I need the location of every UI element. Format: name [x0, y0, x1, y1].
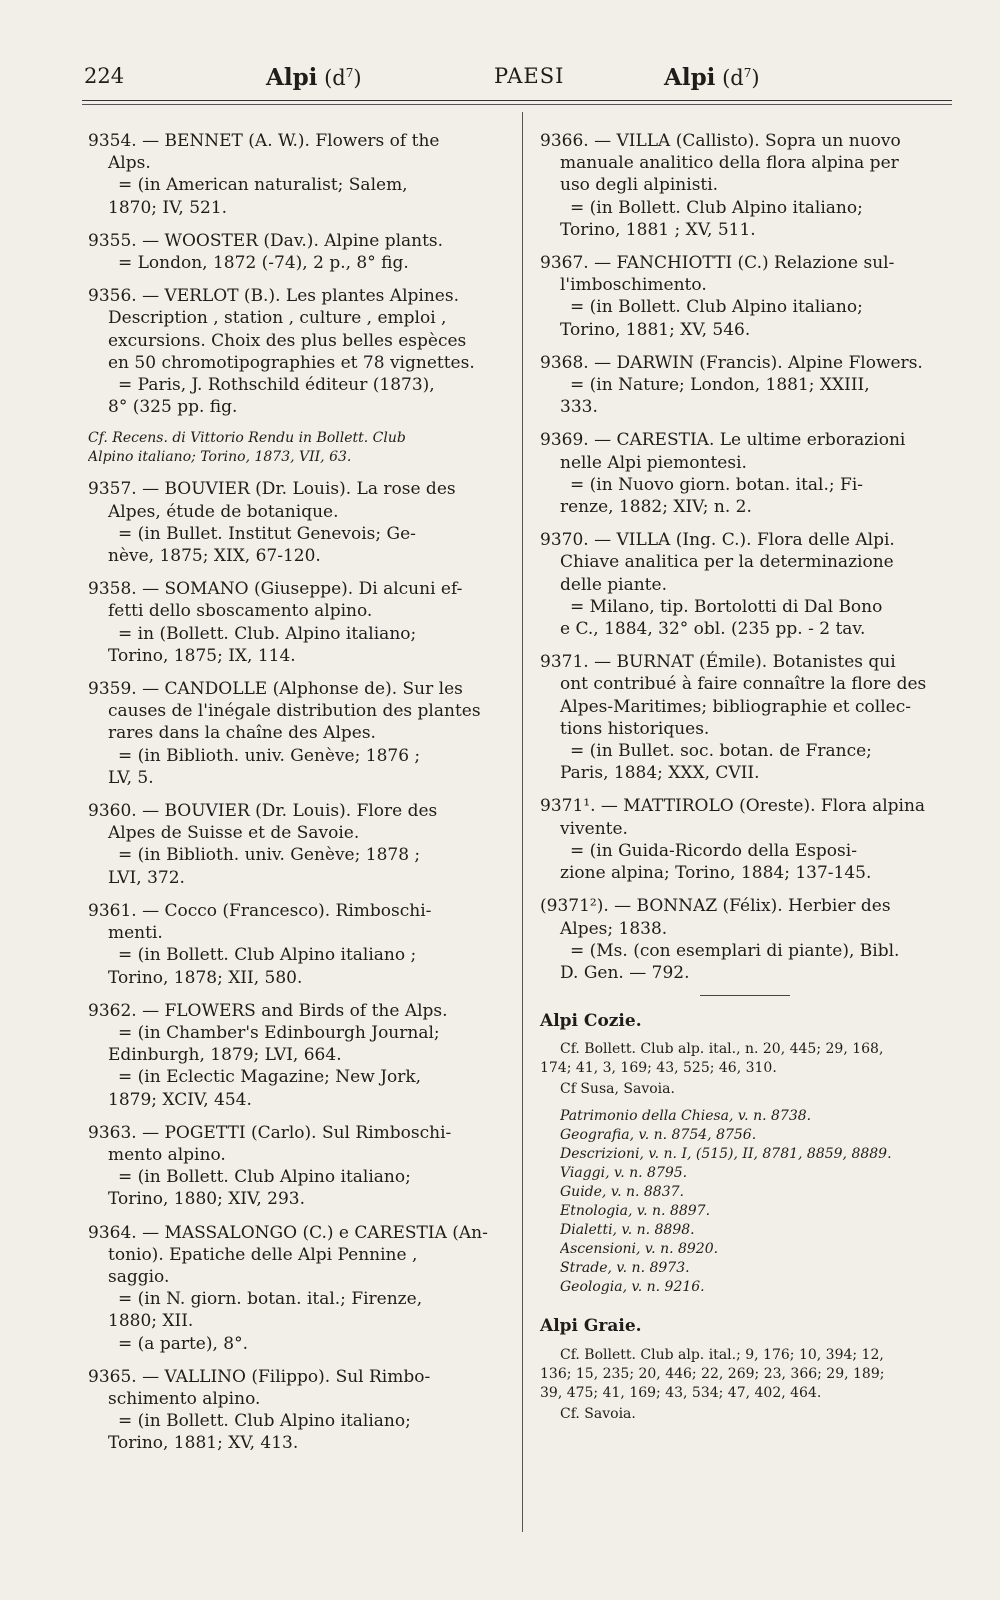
bibliography-entry [88, 1222, 508, 1355]
entry-line: renze, 1882; XIV; n. 2. [560, 497, 752, 518]
entry-line: uso degli alpinisti. [560, 175, 719, 196]
entry-line: menti. [108, 923, 163, 944]
entry-line: 9354. — BENNET (A. W.). Flowers of the [88, 131, 440, 151]
entry-line: Torino, 1878; XII, 580. [108, 967, 303, 988]
entry-line: 9369. — CARESTIA. Le ultime erborazioni [540, 430, 906, 451]
bibliography-entry [540, 429, 958, 518]
bibliography-entry [540, 651, 958, 784]
entry-line: = (in Bullet. soc. botan. de France; [570, 741, 872, 762]
entry-line: = (Ms. (con esemplari di piante), Bibl. [570, 940, 900, 961]
reference-line: Patrimonio della Chiesa, v. n. 8738. [560, 1108, 812, 1125]
entry-line: 9364. — MASSALONGO (C.) e CARESTIA (An- [88, 1222, 488, 1243]
reference-line: Cf. Bollett. Club alp. ital., n. 20, 445; 29, 168, [560, 1041, 884, 1058]
entry-line: schimento alpino. [108, 1388, 261, 1409]
entry-line: tonio). Epatiche delle Alpi Pennine , [108, 1244, 418, 1265]
entry-line: = (in Eclectic Magazine; New Jork, [118, 1067, 422, 1088]
entry-line: = (in Bollett. Club Alpino italiano; [570, 197, 863, 218]
entry-line: Alpes-Maritimes; bibliographie et collec- [560, 696, 911, 717]
reference-line: Etnologia, v. n. 8897. [560, 1203, 711, 1220]
entry-line: = (in Nuovo giorn. botan. ital.; Fi- [570, 474, 864, 495]
entry-line: tions historiques. [560, 718, 710, 739]
entry-line: rares dans la chaîne des Alpes. [108, 723, 376, 744]
entry-line: Alps. [108, 153, 151, 174]
entry-line: = Milano, tip. Bortolotti di Dal Bono [570, 596, 883, 617]
reference-line: 136; 15, 235; 20, 446; 22, 269; 23, 366; 29, 189; [540, 1365, 885, 1382]
entry-line: = (in Biblioth. univ. Genève; 1878 ; [118, 845, 421, 866]
entry-line: = (in Bollett. Club Alpino italiano ; [118, 945, 417, 966]
entry-line: Alpes de Suisse et de Savoie. [108, 823, 360, 844]
entry-line: 333. [560, 397, 598, 418]
entry-line: nève, 1875; XIX, 67-120. [108, 546, 321, 567]
graie-references [540, 1346, 958, 1403]
entry-line: saggio. [108, 1266, 170, 1287]
reference-line: Strade, v. n. 8973. [560, 1260, 690, 1277]
entry-line: 9367. — FANCHIOTTI (C.) Relazione sul- [540, 253, 895, 274]
reference-note [88, 429, 508, 467]
bibliography-entry [540, 352, 958, 419]
cozie-see-also: Cf Susa, Savoia. [560, 1081, 675, 1098]
bibliography-entry [88, 130, 508, 219]
header-rule [82, 100, 952, 101]
entry-line: 1880; XII. [108, 1311, 194, 1332]
section-alpi-graie [540, 1315, 958, 1423]
cozie-index-list [540, 1107, 958, 1297]
entry-line: 1870; IV, 521. [108, 197, 228, 218]
reference-line: Ascensioni, v. n. 8920. [560, 1241, 719, 1258]
bibliography-entry [88, 900, 508, 989]
bibliography-entry [88, 678, 508, 789]
header-right-title: Alpi $(d^7)$ [664, 64, 760, 91]
entry-line: = (in American naturalist; Salem, [118, 175, 408, 196]
entry-line: Alpes, étude de botanique. [108, 501, 339, 522]
entry-line: Torino, 1881 ; XV, 511. [560, 219, 756, 240]
entry-line: = (in Bollett. Club Alpino italiano; [118, 1167, 411, 1188]
section-rule [700, 995, 790, 996]
entry-line: excursions. Choix des plus belles espèces [108, 330, 467, 351]
entry-line: = (in Guida-Ricordo della Esposi- [570, 840, 857, 861]
bibliography-entry [540, 130, 958, 241]
reference-line: Viaggi, v. n. 8795. [560, 1165, 688, 1182]
entry-line: LV, 5. [108, 767, 154, 788]
bibliography-entry [88, 578, 508, 667]
entry-line: = in (Bollett. Club. Alpino italiano; [118, 623, 417, 644]
bibliography-entry [540, 529, 958, 640]
header-center-title: PAESI [494, 64, 565, 88]
entry-line: 9355. — WOOSTER (Dav.). Alpine plants. [88, 230, 444, 251]
bibliography-entry [88, 478, 508, 567]
header-left-title: Alpi $(d^7)$ [266, 64, 362, 91]
entry-line: Torino, 1881; XV, 546. [560, 319, 751, 340]
running-header [80, 56, 956, 96]
entry-line: 9365. — VALLINO (Filippo). Sul Rimbo- [88, 1366, 431, 1387]
reference-line: Descrizioni, v. n. I, (515), II, 8781, 8859, 8889. [560, 1146, 892, 1163]
entry-line: fetti dello sboscamento alpino. [108, 601, 373, 622]
entry-line: Paris, 1884; XXX, CVII. [560, 763, 760, 784]
entry-line: manuale analitico della flora alpina per [560, 153, 899, 174]
entry-line: 9358. — SOMANO (Giuseppe). Di alcuni ef- [88, 579, 463, 600]
entry-line: Torino, 1875; IX, 114. [108, 645, 296, 666]
bibliography-entry [540, 252, 958, 341]
header-rule-thin [82, 104, 952, 105]
left-column [88, 130, 508, 1466]
entry-line: zione alpina; Torino, 1884; 137-145. [560, 863, 872, 884]
entry-line: 9371¹. — MATTIROLO (Oreste). Flora alpina [540, 796, 926, 817]
entry-line: 8° (325 pp. fig. [108, 397, 238, 418]
entry-line: 9359. — CANDOLLE (Alphonse de). Sur les [88, 679, 463, 700]
reference-line: Cf. Bollett. Club alp. ital.; 9, 176; 10, 394; 12, [560, 1346, 884, 1363]
reference-line: Geologia, v. n. 9216. [560, 1279, 705, 1296]
column-divider [522, 112, 523, 1532]
entry-line: 9371. — BURNAT (Émile). Botanistes qui [540, 652, 896, 673]
entry-line: = (in N. giorn. botan. ital.; Firenze, [118, 1289, 423, 1310]
entry-line: ont contribué à faire connaître la flore des [560, 674, 927, 695]
entry-line: (9371²). — BONNAZ (Félix). Herbier des [540, 896, 891, 917]
entry-line: = (in Bollett. Club Alpino italiano; [118, 1411, 411, 1432]
entry-line: = (in Biblioth. univ. Genève; 1876 ; [118, 745, 421, 766]
entry-line: Torino, 1881; XV, 413. [108, 1433, 299, 1454]
entry-line: 9366. — VILLA (Callisto). Sopra un nuovo [540, 131, 901, 151]
entry-line: = (in Nature; London, 1881; XXIII, [570, 375, 870, 396]
entry-line: 9356. — VERLOT (B.). Les plantes Alpines. [88, 286, 459, 307]
bibliography-entry [88, 800, 508, 889]
entry-line: Description , station , culture , emploi , [108, 308, 447, 329]
entry-line: l'imboschimento. [560, 275, 707, 296]
entry-line: 9362. — FLOWERS and Birds of the Alps. [88, 1000, 448, 1021]
reference-line: Dialetti, v. n. 8898. [560, 1222, 695, 1239]
entry-line: Edinburgh, 1879; LVI, 664. [108, 1045, 342, 1066]
entry-line: 9368. — DARWIN (Francis). Alpine Flowers. [540, 352, 923, 373]
entry-line: = (in Bullet. Institut Genevois; Ge- [118, 523, 416, 544]
entry-line: Cf. Recens. di Vittorio Rendu in Bollett. Club [88, 430, 406, 447]
entry-line: 9370. — VILLA (Ing. C.). Flora delle Alpi. [540, 530, 895, 551]
entry-line: = (in Chamber's Edinbourgh Journal; [118, 1022, 440, 1043]
entry-line: e C., 1884, 32° obl. (235 pp. - 2 tav. [560, 619, 866, 640]
entry-line: en 50 chromotipographies et 78 vignettes. [108, 352, 475, 373]
reference-line: 39, 475; 41, 169; 43, 534; 47, 402, 464. [540, 1384, 822, 1401]
entry-line: = Paris, J. Rothschild éditeur (1873), [118, 375, 435, 396]
entry-line: = London, 1872 (-74), 2 p., 8° fig. [118, 253, 409, 274]
cozie-references [540, 1040, 958, 1078]
section-title-cozie: Alpi Cozie. [540, 1011, 642, 1032]
bibliography-entry [540, 795, 958, 884]
bibliography-entry [88, 230, 508, 274]
entry-line: 9361. — Cocco (Francesco). Rimboschi- [88, 900, 432, 921]
entry-line: Alpes; 1838. [560, 918, 668, 939]
section-title-graie: Alpi Graie. [540, 1316, 642, 1337]
bibliography-entry [540, 895, 958, 984]
entry-line: D. Gen. — 792. [560, 962, 690, 983]
entry-line: 9360. — BOUVIER (Dr. Louis). Flore des [88, 801, 438, 822]
page-number: 224 [84, 64, 125, 88]
bibliography-entry [88, 1000, 508, 1111]
bibliography-entry [88, 285, 508, 418]
entry-line: = (in Bollett. Club Alpino italiano; [570, 297, 863, 318]
entry-line: delle piante. [560, 574, 667, 595]
reference-line: 174; 41, 3, 169; 43, 525; 46, 310. [540, 1060, 777, 1077]
reference-line: Guide, v. n. 8837. [560, 1184, 684, 1201]
entry-line: Alpino italiano; Torino, 1873, VII, 63. [88, 449, 352, 466]
entry-line: 1879; XCIV, 454. [108, 1089, 252, 1110]
entry-line: causes de l'inégale distribution des plantes [108, 701, 481, 722]
entry-line: Torino, 1880; XIV, 293. [108, 1189, 305, 1210]
entry-line: 9363. — POGETTI (Carlo). Sul Rimboschi- [88, 1122, 452, 1143]
section-alpi-cozie [540, 1010, 958, 1297]
reference-line: Geografia, v. n. 8754, 8756. [560, 1127, 757, 1144]
entry-line: 9357. — BOUVIER (Dr. Louis). La rose des [88, 479, 456, 500]
entry-line: nelle Alpi piemontesi. [560, 452, 747, 473]
entry-line: vivente. [560, 818, 628, 839]
bibliography-entry [88, 1122, 508, 1211]
entry-line: mento alpino. [108, 1144, 226, 1165]
graie-see-also: Cf. Savoia. [560, 1405, 636, 1422]
right-column [540, 130, 958, 1424]
entry-line: LVI, 372. [108, 867, 185, 888]
bibliography-entry [88, 1366, 508, 1455]
right-column-entries [540, 130, 958, 984]
entry-line: = (a parte), 8°. [118, 1333, 249, 1354]
entry-line: Chiave analitica per la determinazione [560, 552, 894, 573]
